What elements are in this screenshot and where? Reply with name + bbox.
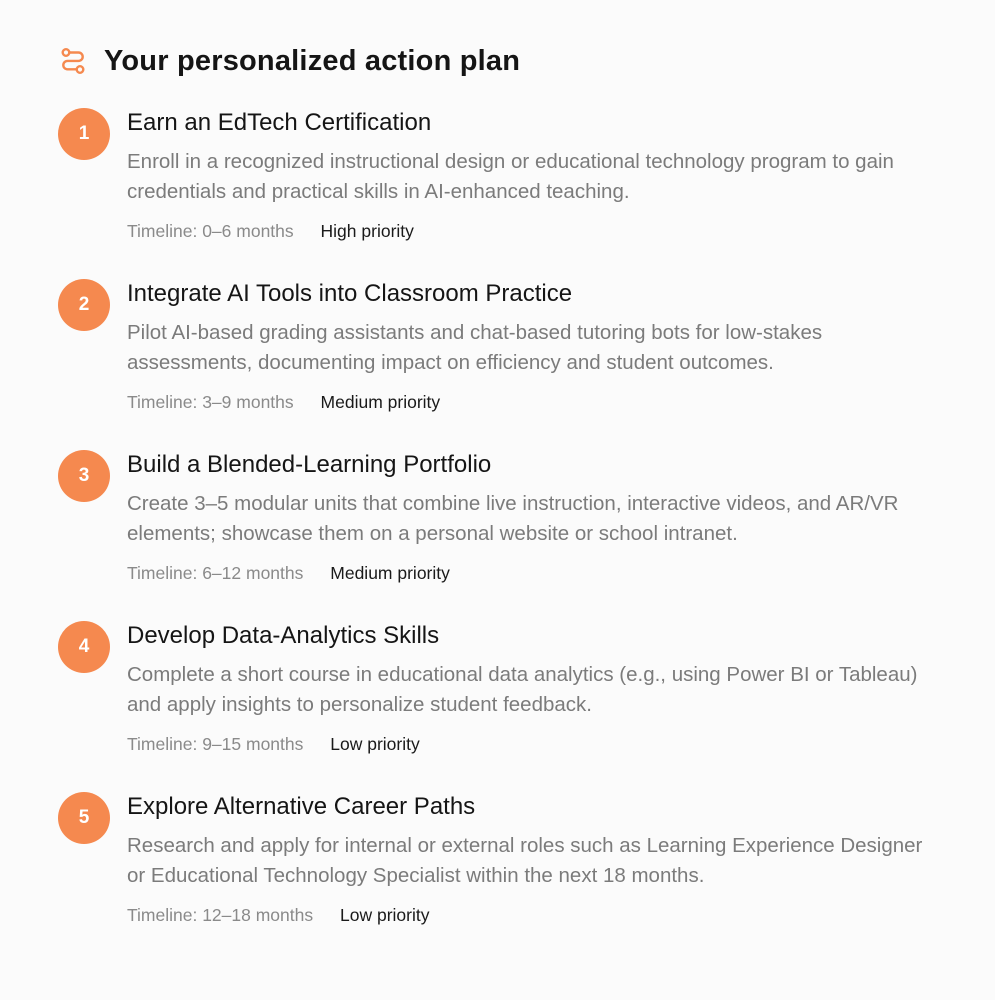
action-plan-header: [58, 42, 995, 80]
action-step: [58, 279, 995, 450]
action-step: [58, 108, 995, 279]
step-number-badge: 2: [58, 279, 110, 331]
action-step: [58, 450, 995, 621]
step-priority: Medium priority: [320, 392, 441, 412]
step-number-badge: 3: [58, 450, 110, 502]
step-description: Create 3–5 modular units that combine live instruction, interactive videos, and AR/VR elements; showcase them on a personal website or school intranet.: [127, 492, 899, 545]
step-description: Pilot AI-based grading assistants and chat-based tutoring bots for low-stakes assessments, documenting impact on efficiency and student outcomes.: [127, 321, 823, 374]
step-number-badge: 5: [58, 792, 110, 844]
step-title: Integrate AI Tools into Classroom Practice: [127, 280, 573, 307]
step-timeline: Timeline: 3–9 months: [127, 392, 294, 412]
step-description: Research and apply for internal or external roles such as Learning Experience Designer or Educational Technology Specialist within the next 18 months.: [127, 834, 923, 887]
step-meta: [127, 733, 995, 755]
step-meta: [127, 562, 995, 584]
step-timeline: Timeline: 0–6 months: [127, 221, 294, 241]
step-meta: [127, 220, 995, 242]
step-title: Explore Alternative Career Paths: [127, 793, 476, 820]
step-timeline: Timeline: 9–15 months: [127, 734, 304, 754]
step-priority: Medium priority: [330, 563, 450, 583]
step-priority: Low priority: [330, 734, 420, 754]
step-title: Earn an EdTech Certification: [127, 109, 432, 136]
step-meta: [127, 391, 995, 413]
step-priority: High priority: [320, 221, 414, 241]
page-title: Your personalized action plan: [104, 44, 521, 77]
action-step: [58, 621, 995, 792]
step-timeline: Timeline: 12–18 months: [127, 905, 314, 925]
step-title: Build a Blended-Learning Portfolio: [127, 451, 492, 478]
step-description: Complete a short course in educational data analytics (e.g., using Power BI or Tableau) and apply insights to personalize student feedback.: [127, 663, 918, 716]
action-step: [58, 792, 995, 963]
step-number-badge: 4: [58, 621, 110, 673]
step-timeline: Timeline: 6–12 months: [127, 563, 304, 583]
step-meta: [127, 904, 995, 926]
step-description: Enroll in a recognized instructional design or educational technology program to gain credentials and practical skills in AI-enhanced teaching.: [127, 150, 894, 203]
action-steps-list: [58, 108, 995, 963]
step-priority: Low priority: [340, 905, 430, 925]
step-number-badge: 1: [58, 108, 110, 160]
route-icon: [58, 46, 88, 76]
step-title: Develop Data-Analytics Skills: [127, 622, 440, 649]
